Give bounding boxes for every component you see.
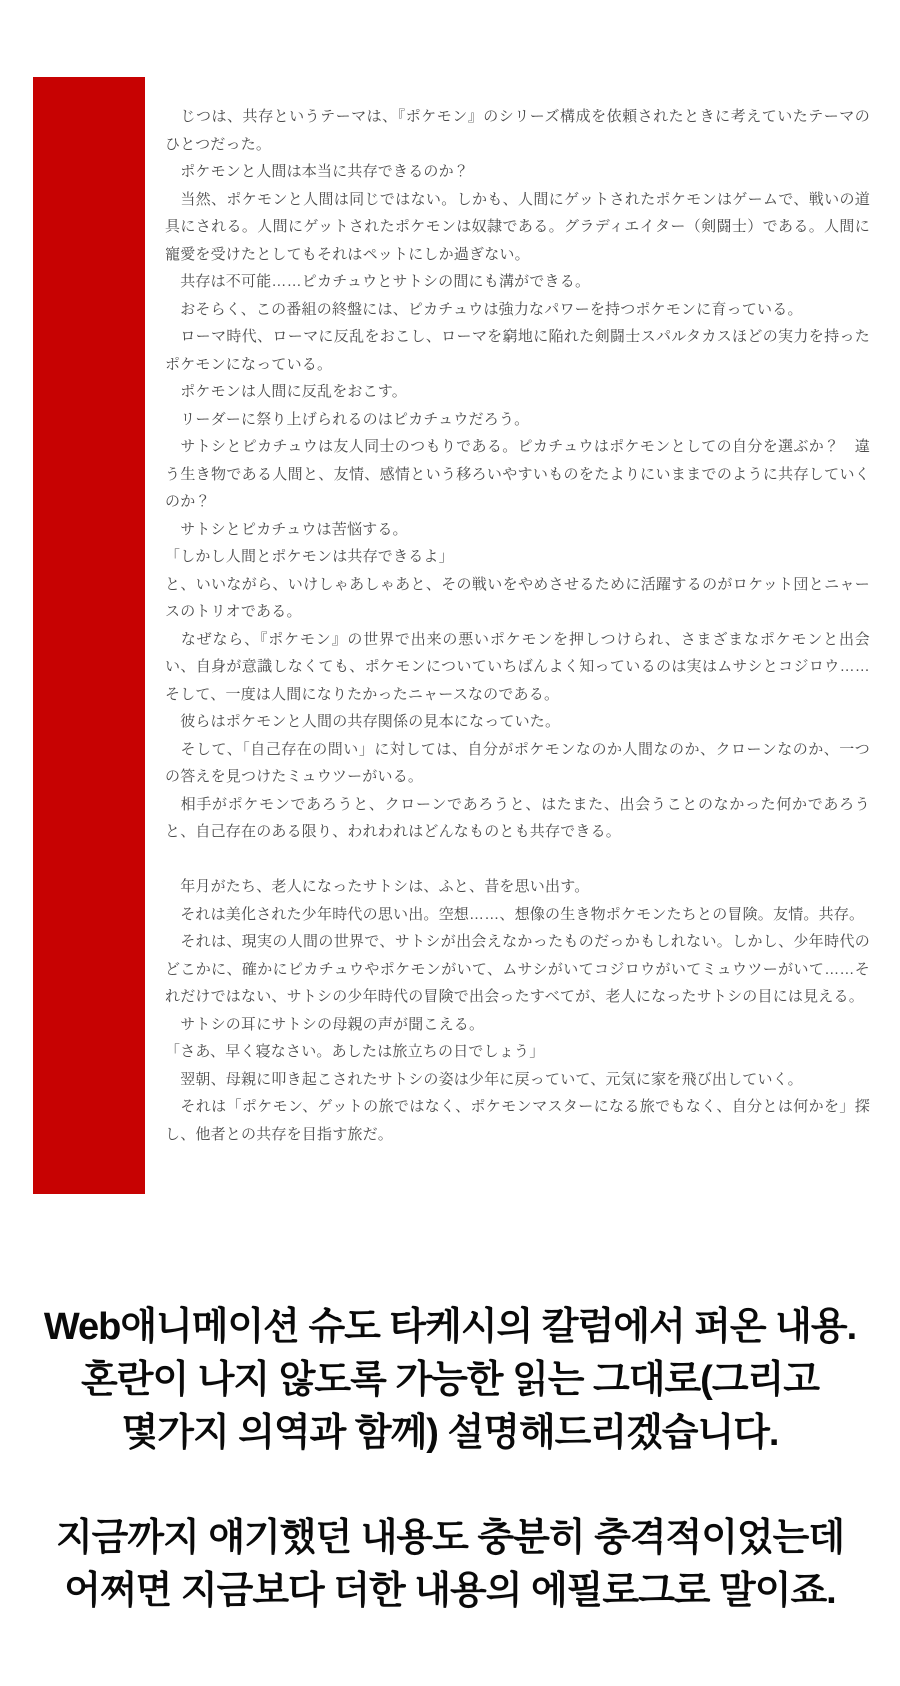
japanese-paragraph: 相手がポケモンであろうと、クローンであろうと、はたまた、出会うことのなかった何かであろうと、自己存在のある限り、われわれはどんなものとも共存できる。 bbox=[165, 795, 870, 840]
japanese-paragraph: サトシとピカチュウは友人同士のつもりである。ピカチュウはポケモンとしての自分を選ぶか？ 違う生き物である人間と、友情、感情という移ろいやすいものをたよりにいままでのように共存していくのか？ bbox=[165, 438, 870, 510]
japanese-paragraph: 共存は不可能……ピカチュウとサトシの間にも溝ができる。 bbox=[165, 273, 591, 290]
japanese-column-text bbox=[145, 77, 870, 1194]
japanese-paragraph bbox=[165, 846, 870, 874]
japanese-paragraph: おそらく、この番組の終盤には、ピカチュウは強力なパワーを持つポケモンに育っている。 bbox=[165, 300, 803, 318]
japanese-paragraph: なぜなら、『ポケモン』の世界で出来の悪いポケモンを押しつけられ、さまざまなポケモンと出会い、自身が意識しなくても、ポケモンについていちばんよく知っているのは実はムサシとコジロウ……そして、一度は人間になりたかったニャースなのである。 bbox=[165, 630, 870, 703]
japanese-paragraph: 「しかし人間とポケモンは共存できるよ」 bbox=[165, 548, 454, 565]
japanese-paragraph: 当然、ポケモンと人間は同じではない。しかも、人間にゲットされたポケモンはゲームで、戦いの道具にされる。人間にゲットされたポケモンは奴隷である。グラディエイター（剣闘士）である。人間に寵愛を受けたとしてもそれはペットにしか過ぎない。 bbox=[165, 190, 870, 263]
japanese-paragraph: ポケモンと人間は本当に共存できるのか？ bbox=[165, 163, 470, 180]
korean-commentary bbox=[28, 1301, 872, 1618]
japanese-paragraph: それは「ポケモン、ゲットの旅ではなく、ポケモンマスターになる旅でもなく、自分とは何かを」探し、他者との共存を目指す旅だ。 bbox=[165, 1098, 870, 1143]
japanese-paragraph: サトシとピカチュウは苦悩する。 bbox=[165, 520, 408, 538]
korean-commentary-paragraph-1: Web애니메이션 슈도 타케시의 칼럼에서 퍼온 내용. 혼란이 나지 않도록 가능한 읽는 그대로(그리고 몇가지 의역과 함께) 설명해드리겠습니다. bbox=[43, 1306, 857, 1454]
red-accent-bar bbox=[33, 77, 145, 1194]
japanese-paragraph: ポケモンは人間に反乱をおこす。 bbox=[165, 383, 408, 400]
japanese-paragraph: それは美化された少年時代の思い出。空想……、想像の生き物ポケモンたちとの冒険。友情。共存。 bbox=[165, 905, 865, 923]
japanese-paragraph: サトシの耳にサトシの母親の声が聞こえる。 bbox=[165, 1015, 485, 1033]
japanese-paragraph: じつは、共存というテーマは、『ポケモン』のシリーズ構成を依頼されたときに考えていたテーマのひとつだった。 bbox=[165, 108, 870, 153]
japanese-paragraph: 翌朝、母親に叩き起こされたサトシの姿は少年に戻っていて、元気に家を飛び出していく。 bbox=[165, 1070, 803, 1088]
japanese-paragraph: 年月がたち、老人になったサトシは、ふと、昔を思い出す。 bbox=[165, 878, 590, 895]
japanese-paragraph: ローマ時代、ローマに反乱をおこし、ローマを窮地に陥れた剣闘士スパルタカスほどの実力を持ったポケモンになっている。 bbox=[165, 328, 870, 373]
page bbox=[0, 77, 900, 1618]
japanese-paragraph: それは、現実の人間の世界で、サトシが出会えなかったものだっかもしれない。しかし、少年時代のどこかに、確かにピカチュウやポケモンがいて、ムサシがいてコジロウがいてミュウツーがいて……それだけではない、サトシの少年時代の冒険で出会ったすべてが、老人になったサトシの目には見える。 bbox=[165, 933, 870, 1005]
korean-commentary-paragraph-2: 지금까지 얘기했던 내용도 충분히 충격적이었는데 어쩌면 지금보다 더한 내용의 에필로그로 말이죠. bbox=[55, 1517, 845, 1612]
japanese-paragraph: 「さあ、早く寝なさい。あしたは旅立ちの日でしょう」 bbox=[165, 1043, 545, 1060]
japanese-paragraph: リーダーに祭り上げられるのはピカチュウだろう。 bbox=[165, 410, 530, 428]
japanese-paragraph: そして、「自己存在の問い」に対しては、自分がポケモンなのか人間なのか、クローンなのか、一つの答えを見つけたミュウツーがいる。 bbox=[165, 740, 870, 785]
quoted-column-block bbox=[33, 77, 870, 1194]
japanese-paragraph: 彼らはポケモンと人間の共存関係の見本になっていた。 bbox=[165, 713, 561, 730]
japanese-paragraph: と、いいながら、いけしゃあしゃあと、その戦いをやめさせるために活躍するのがロケット団とニャースのトリオである。 bbox=[165, 575, 870, 620]
